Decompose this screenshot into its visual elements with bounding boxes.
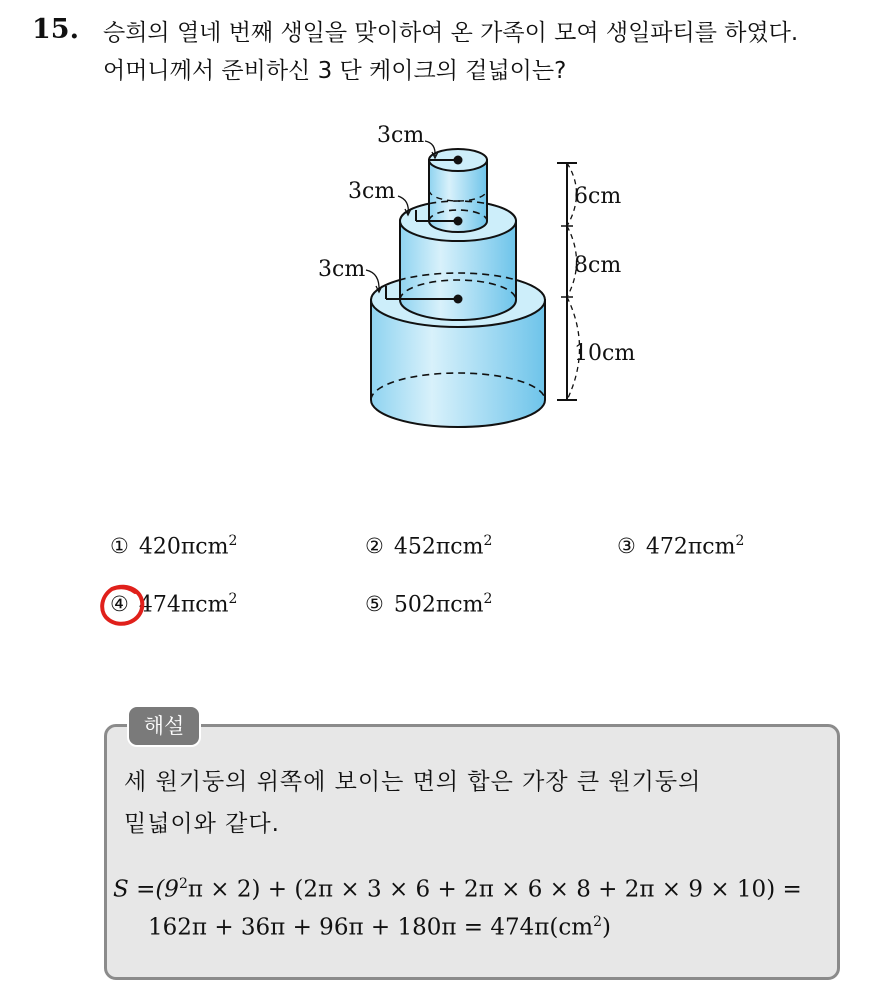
choice-3-marker: ③ bbox=[617, 534, 636, 559]
problem-text-line2: 어머니께서 준비하신 3 단 케이크의 겉넓이는? bbox=[103, 58, 567, 84]
choice-5-marker: ⑤ bbox=[365, 592, 384, 617]
choice-5[interactable]: ⑤ 502πcm$^2$ bbox=[365, 591, 493, 618]
cake-figure bbox=[300, 108, 660, 468]
choice-2[interactable]: ② 452πcm$^2$ bbox=[365, 533, 493, 560]
solution-tag: 해설 bbox=[127, 705, 201, 747]
problem-number: 15. bbox=[32, 14, 79, 45]
choice-4[interactable]: ④ 474πcm$^2$ bbox=[110, 591, 238, 618]
label-height-middle: 8cm bbox=[574, 253, 622, 278]
solution-formula-line1: $S =(9^2\pi \times 2) + (2\pi \times 3 \times 6 + 2\pi \times 6 \times 8 + 2\pi \times 9 \times 10)$ = bbox=[113, 876, 802, 903]
problem-text-line1: 승희의 열네 번째 생일을 맞이하여 온 가족이 모여 생일파티를 하였다. bbox=[103, 20, 799, 46]
label-radius-bottom: 3cm bbox=[318, 257, 366, 282]
choice-1[interactable]: ① 420πcm$^2$ bbox=[110, 533, 238, 560]
label-height-bottom: 10cm bbox=[574, 341, 636, 366]
label-radius-middle: 3cm bbox=[348, 179, 396, 204]
choice-3[interactable]: ③ 472πcm$^2$ bbox=[617, 533, 745, 560]
label-radius-top: 3cm bbox=[377, 123, 425, 148]
choice-2-marker: ② bbox=[365, 534, 384, 559]
answer-circle-mark bbox=[98, 583, 148, 629]
solution-text-line1: 세 원기둥의 위쪽에 보이는 면의 합은 가장 큰 원기둥의 bbox=[124, 769, 702, 795]
label-height-top: 6cm bbox=[574, 184, 622, 209]
choice-4-marker: ④ bbox=[110, 592, 129, 617]
solution-formula-line2: $162\pi + 36\pi + 96\pi + 180\pi = 474\pi(cm^2)$ bbox=[148, 914, 611, 941]
solution-text-line2: 밑넓이와 같다. bbox=[124, 811, 280, 837]
choice-1-marker: ① bbox=[110, 534, 129, 559]
